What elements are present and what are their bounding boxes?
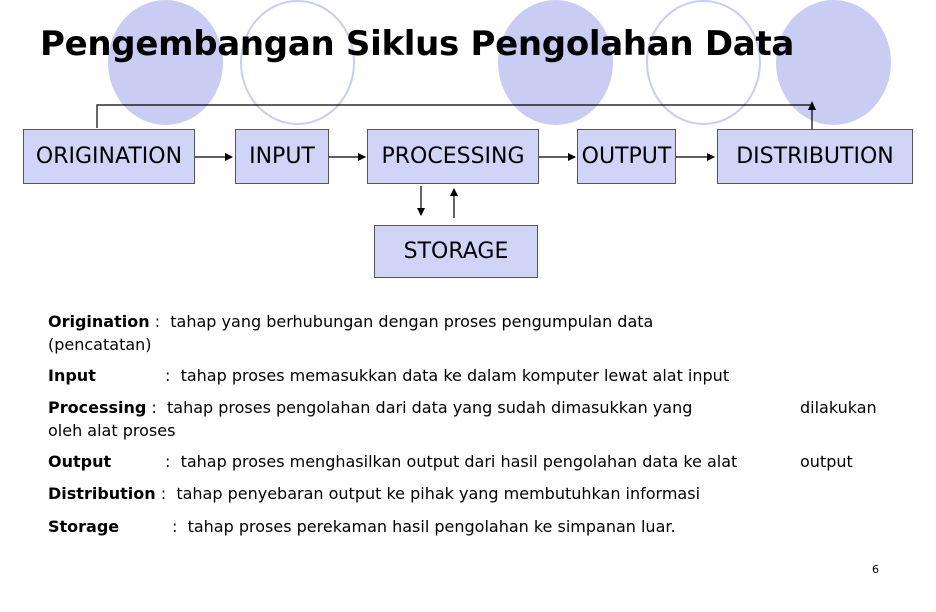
definition-storage [48,516,119,538]
definition-output [48,451,111,473]
term-output: Output [48,452,112,471]
term-input: Input [48,366,96,385]
box-processing: PROCESSING [367,129,539,184]
definition-processing: Processing : tahap proses pengolahan dari data yang sudah dimasukkan yang [48,398,693,417]
definition-origination: Origination : tahap yang berhubungan dengan proses pengumpulan data [48,312,654,331]
box-output: OUTPUT [577,129,676,184]
definition-input-text: : tahap proses memasukkan data ke dalam komputer lewat alat input [165,366,730,385]
definition-text: tahap yang berhubungan dengan proses pengumpulan data [170,312,654,331]
definition-text: tahap proses pengolahan dari data yang sudah dimasukkan yang [166,398,693,417]
term-storage: Storage [48,517,120,536]
box-storage: STORAGE [374,225,538,278]
definition-output-text: : tahap proses menghasilkan output dari hasil pengolahan data ke alat [165,452,738,471]
definition-input [48,365,96,387]
term-processing: Processing [48,398,147,417]
term-origination: Origination [48,312,150,331]
definition-distribution: Distribution : tahap penyebaran output ke pihak yang membutuhkan informasi [48,484,701,503]
box-origination: ORIGINATION [23,129,195,184]
box-input: INPUT [235,129,329,184]
definition-origination-cont: (pencatatan) [48,335,152,354]
definition-processing-tail: dilakukan [800,398,877,417]
page-number: 6 [872,563,879,576]
box-distribution: DISTRIBUTION [717,129,913,184]
feedback-loop-arrow [97,105,812,130]
slide-title: Pengembangan Siklus Pengolahan Data [40,24,795,64]
definition-output-tail: output [800,452,853,471]
definition-storage-text: : tahap proses perekaman hasil pengolahan ke simpanan luar. [172,517,676,536]
definition-text: tahap penyebaran output ke pihak yang membutuhkan informasi [176,484,701,503]
term-distribution: Distribution [48,484,156,503]
definition-processing-cont: oleh alat proses [48,421,176,440]
